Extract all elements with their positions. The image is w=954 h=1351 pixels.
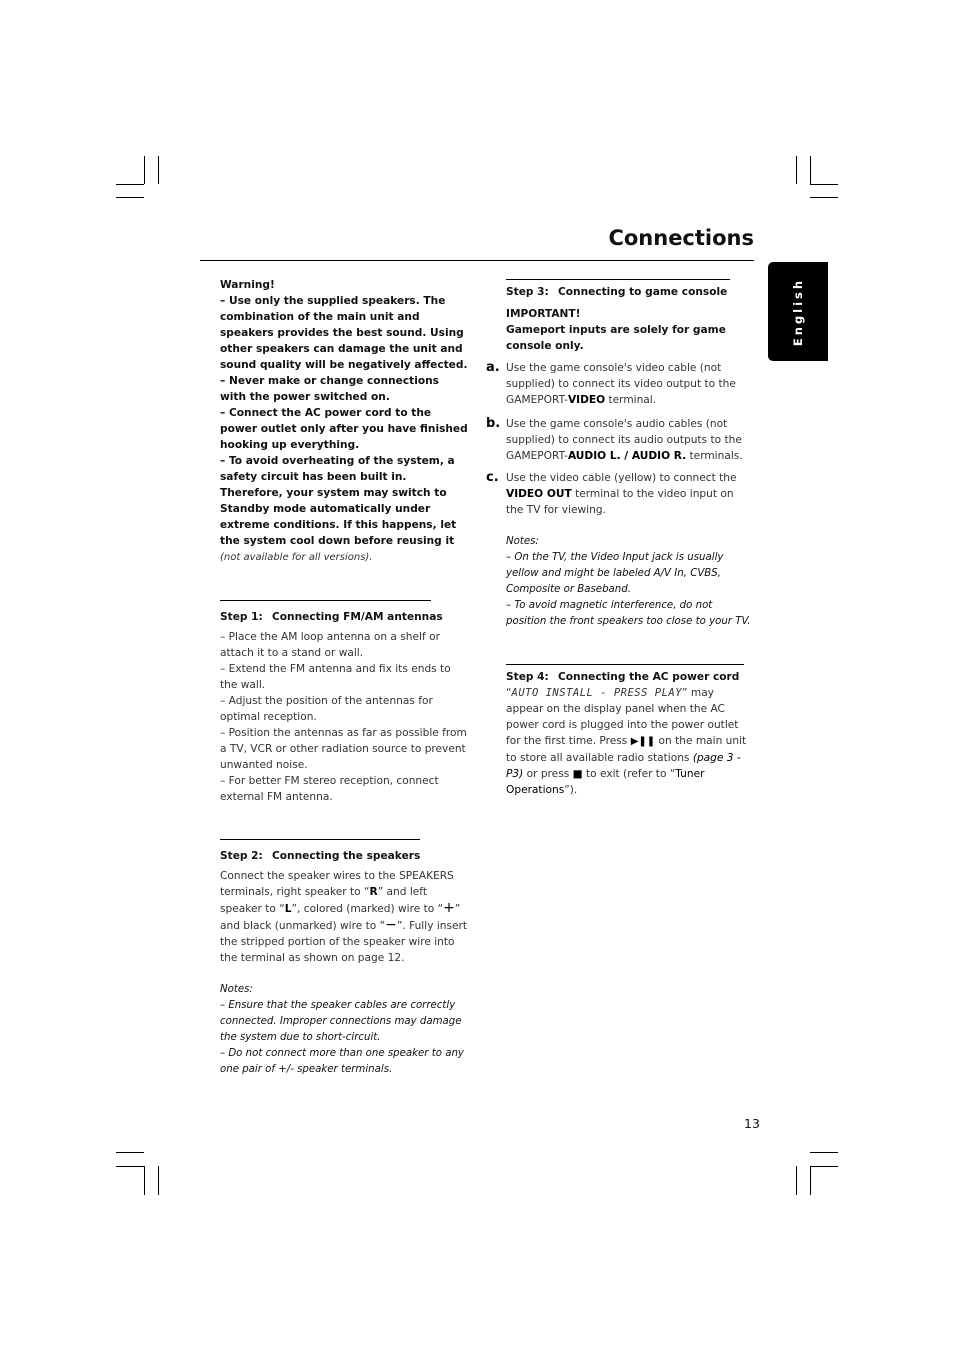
section-reference: Tuner Operations bbox=[506, 768, 705, 796]
item-letter: c. bbox=[486, 470, 499, 485]
crop-mark bbox=[796, 156, 797, 184]
step3-title: Connecting to game console bbox=[558, 286, 728, 298]
step3-item-c bbox=[486, 470, 754, 518]
step3-heading bbox=[506, 284, 754, 300]
crop-mark bbox=[158, 156, 159, 184]
item-text: Use the game console's video cable (not supplied) to connect its video output to the GAMEPORT- bbox=[506, 362, 736, 406]
warning-item: – Use only the supplied speakers. The combination of the main unit and speakers provides the best sound. Using other speakers can damage the unit and sound quality will be negatively affected. bbox=[220, 295, 468, 371]
crop-mark bbox=[810, 156, 811, 184]
item-text: terminal to the video input on the TV for viewing. bbox=[506, 488, 734, 516]
step4-text: ” may appear on the display panel when the AC power cord is plugged into the power outlet for the first time. Press bbox=[506, 687, 739, 747]
step1-heading bbox=[220, 609, 468, 625]
left-column bbox=[220, 277, 468, 1078]
step4-text: on the main unit to store all available radio stations bbox=[506, 735, 747, 764]
page-number: 13 bbox=[744, 1116, 760, 1131]
warning-item: – Connect the AC power cord to the power outlet only after you have finished hooking up everything. bbox=[220, 407, 468, 451]
item-text: terminals. bbox=[686, 450, 743, 462]
step2-text: ”, colored (marked) wire to “ bbox=[291, 903, 444, 915]
warning-item-text: – To avoid overheating of the system, a safety circuit has been built in. Therefore, your system may switch to Standby mode automatically under extreme conditions. If this happens, let the system cool down before reusing it bbox=[220, 455, 457, 547]
page-reference: (page 3 - P3) bbox=[506, 752, 741, 780]
step2-text: ”. Fully insert the stripped portion of the speaker wire into the terminal as shown on page 12. bbox=[220, 920, 468, 964]
step3-label: Step 3: bbox=[506, 286, 549, 298]
step2-title: Connecting the speakers bbox=[272, 850, 421, 862]
crop-mark bbox=[144, 1166, 145, 1195]
step4-text: ”). bbox=[564, 784, 578, 796]
step3-item-b bbox=[486, 416, 754, 464]
display-message: AUTO INSTALL - PRESS PLAY bbox=[511, 687, 683, 699]
language-tab-label: English bbox=[791, 277, 805, 346]
crop-mark bbox=[158, 1166, 159, 1195]
crop-mark bbox=[116, 1152, 144, 1153]
crop-mark bbox=[810, 1166, 838, 1167]
crop-mark bbox=[810, 1166, 811, 1195]
warning-section bbox=[220, 277, 468, 566]
step4-text: or press bbox=[523, 768, 573, 780]
step1-item: – Position the antennas as far as possible from a TV, VCR or other radiation source to prevent unwanted noise. bbox=[220, 727, 467, 771]
important-heading: IMPORTANT! bbox=[506, 308, 581, 320]
notes-heading: Notes: bbox=[506, 536, 539, 547]
title-rule bbox=[200, 260, 754, 261]
warning-item-last bbox=[220, 453, 468, 566]
step2-notes bbox=[220, 982, 468, 1078]
step3-list bbox=[486, 360, 754, 518]
language-tab bbox=[768, 262, 828, 361]
step1-item: – For better FM stereo reception, connect external FM antenna. bbox=[220, 775, 439, 803]
step3-item-a bbox=[486, 360, 754, 408]
item-bold: AUDIO L. / AUDIO R. bbox=[567, 450, 687, 462]
item-text: Use the video cable (yellow) to connect the bbox=[506, 472, 737, 484]
step1-label: Step 1: bbox=[220, 611, 263, 623]
crop-mark bbox=[810, 1152, 838, 1153]
note-item: – On the TV, the Video Input jack is usually yellow and might be labeled A/V In, CVBS, Composite or Baseband. bbox=[506, 552, 724, 595]
warning-note: (not available for all versions). bbox=[220, 552, 373, 563]
step2-text: ” and left speaker to “ bbox=[220, 886, 427, 915]
left-speaker-label: L bbox=[284, 903, 292, 915]
item-text: terminal. bbox=[605, 394, 657, 406]
warning-heading: Warning! bbox=[220, 279, 275, 291]
important-text: Gameport inputs are solely for game console only. bbox=[506, 324, 726, 352]
notes-heading: Notes: bbox=[220, 984, 253, 995]
step1-item: – Extend the FM antenna and fix its ends to the wall. bbox=[220, 663, 451, 691]
item-text: Use the game console's audio cables (not supplied) to connect its audio outputs to the GAMEPORT- bbox=[506, 418, 742, 462]
crop-mark bbox=[116, 1166, 144, 1167]
crop-mark bbox=[116, 184, 144, 185]
crop-mark bbox=[116, 197, 144, 198]
important-notice bbox=[506, 306, 754, 354]
step2-text: Connect the speaker wires to the SPEAKERS terminals, right speaker to “ bbox=[220, 870, 454, 898]
item-bold: VIDEO bbox=[567, 394, 606, 406]
item-letter: a. bbox=[486, 360, 500, 375]
crop-mark bbox=[796, 1166, 797, 1195]
step2-label: Step 2: bbox=[220, 850, 263, 862]
crop-mark bbox=[144, 156, 145, 184]
play-pause-icon: ▶❚❚ bbox=[630, 736, 656, 747]
stop-icon: ■ bbox=[572, 768, 583, 780]
step3-notes bbox=[506, 534, 754, 630]
step2-heading bbox=[220, 848, 468, 864]
step4-title: Connecting the AC power cord bbox=[558, 671, 740, 683]
step1-item: – Adjust the position of the antennas for optimal reception. bbox=[220, 695, 433, 723]
crop-mark bbox=[810, 184, 838, 185]
step2-body bbox=[220, 868, 468, 966]
note-item: – Do not connect more than one speaker to any one pair of +/- speaker terminals. bbox=[220, 1048, 464, 1075]
step4-heading bbox=[506, 669, 754, 685]
item-bold: VIDEO OUT bbox=[506, 488, 572, 500]
note-item: – Ensure that the speaker cables are correctly connected. Improper connections may damage the system due to short-circuit. bbox=[220, 1000, 462, 1043]
note-item: – To avoid magnetic interference, do not position the front speakers too close to your TV. bbox=[506, 600, 751, 627]
step4-body bbox=[506, 685, 754, 798]
plus-symbol: + bbox=[443, 900, 455, 916]
step1-title: Connecting FM/AM antennas bbox=[272, 611, 443, 623]
right-column bbox=[486, 279, 754, 798]
warning-item: – Never make or change connections with the power switched on. bbox=[220, 375, 439, 403]
step4-label: Step 4: bbox=[506, 671, 549, 683]
step1-item: – Place the AM loop antenna on a shelf or attach it to a stand or wall. bbox=[220, 631, 440, 659]
minus-symbol: − bbox=[385, 917, 397, 933]
crop-mark bbox=[810, 197, 838, 198]
page-title: Connections bbox=[608, 226, 754, 250]
step4-text: to exit (refer to “ bbox=[582, 768, 676, 780]
step2-text: ” and black (unmarked) wire to “ bbox=[220, 903, 461, 932]
right-speaker-label: R bbox=[369, 886, 378, 898]
step1-list bbox=[220, 629, 468, 805]
item-letter: b. bbox=[486, 416, 501, 431]
step4-text: “ bbox=[506, 687, 512, 699]
